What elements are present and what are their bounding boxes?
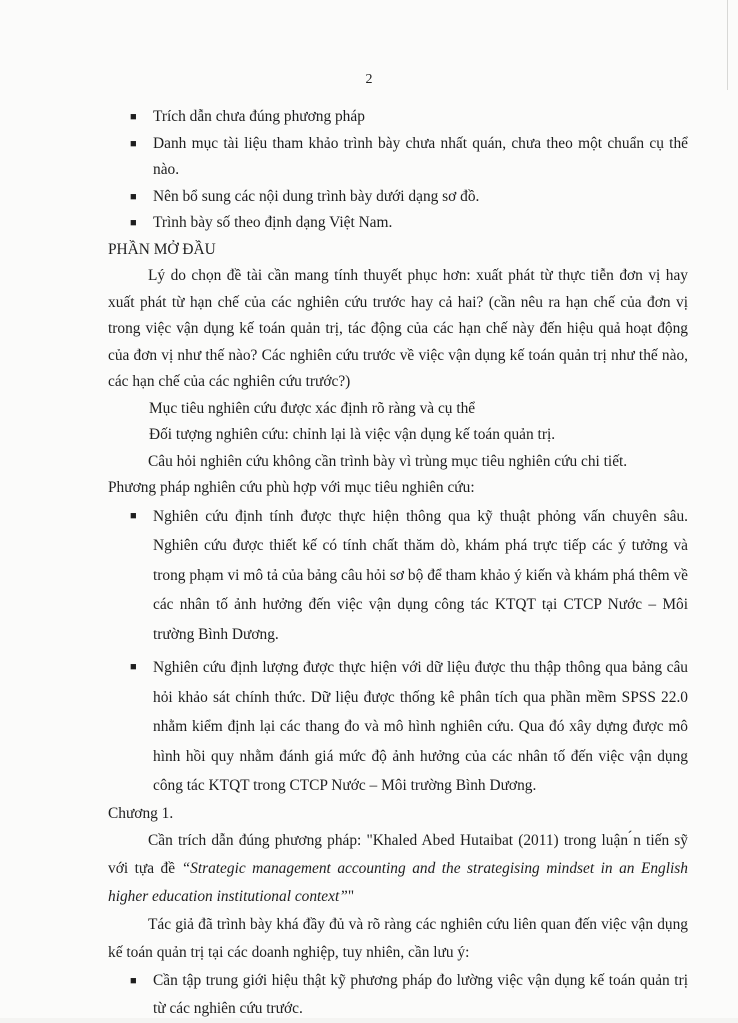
list-item-text: Trình bày số theo định dạng Việt Nam.: [153, 214, 393, 231]
citation-prefix: Cần trích dẫn đúng phương pháp: "Khaled Abed Hutaibat (2011) trong luận ́n tiến sỹ với tựa đề: [108, 832, 688, 877]
list-item-text: Nên bổ sung các nội dung trình bày dưới dạng sơ đồ.: [153, 187, 480, 205]
reason-paragraph: Lý do chọn đề tài cần mang tính thuyết phục hơn: xuất phát từ thực tiễn đơn vị hay xuất phát từ hạn chế của các nghiên cứu trước hay cả hai? (cần nêu ra hạn chế của đơn vị trong việc vận dụng kế toán quản trị, tác động của các hạn chế này đến hiệu quả hoạt động của đơn vị như thế nào? Các nghiên cứu trước về việc vận dụng kế toán quản trị như thế nào, các hạn chế của các nghiên cứu trước?): [108, 267, 688, 390]
bullet-icon: ■: [130, 975, 137, 987]
review-paragraph: Tác giả đã trình bày khá đầy đủ và rõ ràng các nghiên cứu liên quan đến việc vận dụng kế toán quản trị tại các doanh nghiệp, tuy nhiên, cần lưu ý:: [108, 916, 688, 961]
list-item: [108, 967, 688, 1023]
method-line: Phương pháp nghiên cứu phù hợp với mục tiêu nghiên cứu:: [108, 479, 475, 496]
list-item: [108, 104, 688, 131]
chapter-heading: Chương 1.: [108, 804, 174, 822]
page-number: 2: [365, 72, 373, 87]
bullet-icon: ■: [130, 661, 137, 673]
section-heading: PHẦN MỞ ĐẦU: [108, 240, 216, 258]
citation-paragraph: [108, 827, 688, 911]
list-item: [108, 131, 688, 184]
citation-suffix: ": [347, 888, 355, 905]
list-item: [108, 184, 688, 211]
list-item: [108, 653, 688, 801]
document-body: [108, 104, 688, 1023]
bullet-icon: ■: [130, 217, 137, 229]
list-item-text: Nghiên cứu định lượng được thực hiện với dữ liệu được thu thập thông qua bảng câu hỏi khảo sát chính thức. Dữ liệu được thống kê phân tích qua phần mềm SPSS 22.0 nhằm kiểm định lại các thang đo và mô hình nghiên cứu. Qua đó xây dựng được mô hình hồi quy nhằm đánh giá mức độ ảnh hưởng của các nhân tố đến việc vận dụng công tác KTQT trong CTCP Nước – Môi trường Bình Dương.: [153, 659, 688, 794]
bullet-icon: ■: [130, 137, 137, 150]
question-paragraph: Câu hỏi nghiên cứu không cần trình bày vì trùng mục tiêu nghiên cứu chi tiết.: [148, 452, 628, 470]
subject-line: Đối tượng nghiên cứu: chỉnh lại là việc vận dụng kế toán quản trị.: [149, 426, 556, 443]
list-item-text: Cần tập trung giới hiệu thật kỹ phương pháp đo lường việc vận dụng kế toán quản trị từ các nghiên cứu trước.: [153, 972, 688, 1017]
objective-line: Mục tiêu nghiên cứu được xác định rõ ràng và cụ thể: [149, 399, 476, 417]
citation-title: “Strategic management accounting and the strategising mindset in an English higher education institutional context”: [108, 860, 688, 905]
bullet-icon: ■: [130, 509, 137, 522]
list-item: [108, 502, 688, 650]
bullet-icon: ■: [130, 190, 137, 203]
list-item: [108, 210, 688, 237]
list-item-text: Nghiên cứu định tính được thực hiện thông qua kỹ thuật phỏng vấn chuyên sâu. Nghiên cứu được thiết kế có tính chất thăm dò, khám phá trực tiếp các ý tưởng và trong phạm vi mô tả của bảng câu hỏi sơ bộ để tham khảo ý kiến và khám phá thêm về các nhân tố ảnh hưởng đến việc vận dụng công tác KTQT tại CTCP Nước – Môi trường Bình Dương.: [153, 507, 688, 643]
bullet-icon: ■: [130, 111, 137, 123]
list-item-text: Danh mục tài liệu tham khảo trình bày chưa nhất quán, chưa theo một chuẩn cụ thể nào.: [153, 134, 688, 178]
list-item-text: Trích dẫn chưa đúng phương pháp: [153, 108, 365, 125]
